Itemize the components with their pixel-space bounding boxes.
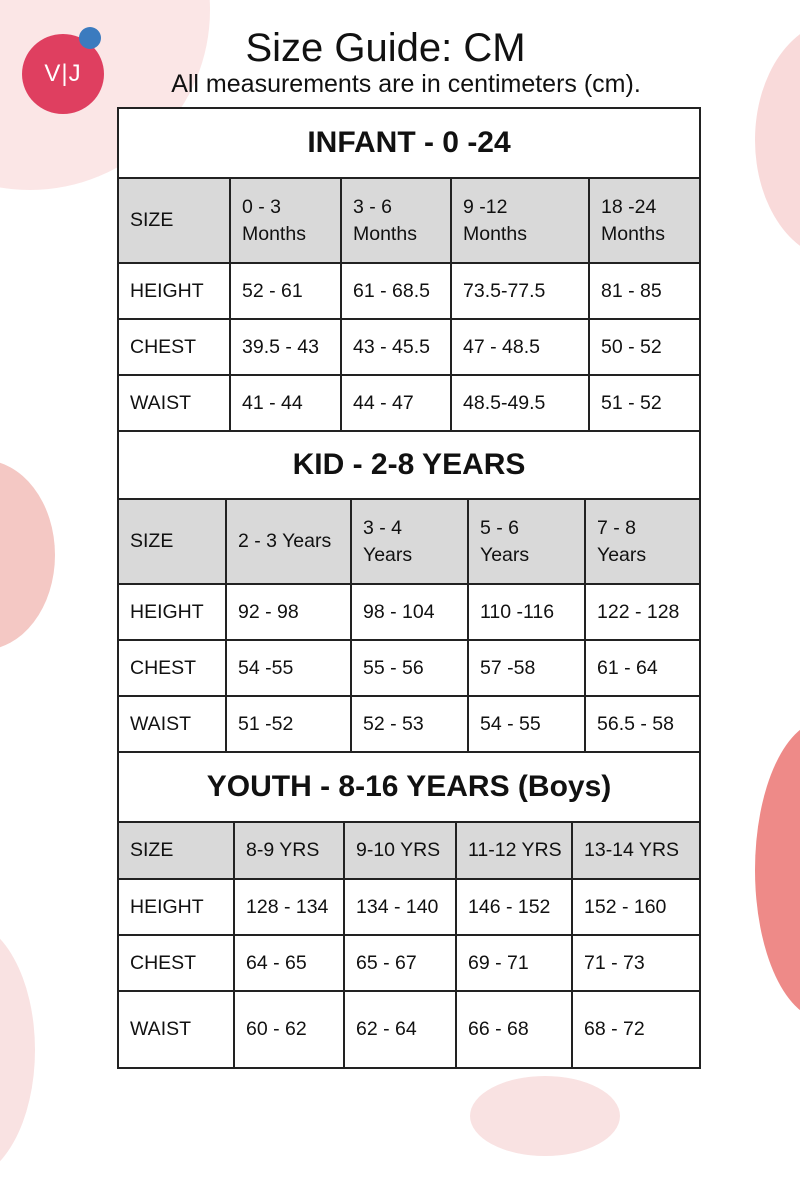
table-row	[119, 319, 699, 375]
header-cell: SIZE	[119, 179, 230, 263]
table-cell: 92 - 98	[226, 584, 351, 640]
table-row	[119, 696, 699, 752]
table-row	[119, 375, 699, 431]
header-cell: 3 - 6 Months	[341, 179, 451, 263]
table-cell: 68 - 72	[584, 1018, 645, 1040]
table-cell: WAIST	[119, 696, 226, 752]
table-row	[119, 640, 699, 696]
header-cell: 13-14 YRS	[572, 823, 699, 879]
table-cell: HEIGHT	[119, 584, 226, 640]
table-cell: 50 - 52	[589, 319, 699, 375]
section-title-infant: INFANT - 0 -24	[119, 109, 699, 179]
table-cell: CHEST	[119, 640, 226, 696]
table-cell: 44 - 47	[341, 375, 451, 431]
table-cell: WAIST	[119, 375, 230, 431]
section-title-youth: YOUTH - 8-16 YEARS (Boys)	[119, 753, 699, 823]
table-cell: 61 - 68.5	[341, 263, 451, 319]
table-cell: 134 - 140	[344, 879, 456, 935]
table-cell: 51 - 52	[589, 375, 699, 431]
table-row	[119, 935, 699, 991]
header-cell: 9 -12 Months	[451, 179, 589, 263]
table-cell: WAIST	[119, 991, 234, 1067]
table-cell: 55 - 56	[351, 640, 468, 696]
page-title: Size Guide: CM	[245, 26, 526, 70]
table-cell: 56.5 - 58	[585, 696, 699, 752]
header-cell: SIZE	[119, 500, 226, 584]
table-cell: 73.5-77.5	[451, 263, 589, 319]
header-cell: 5 - 6 Years	[468, 500, 585, 584]
table-cell: CHEST	[119, 319, 230, 375]
table-cell: 69 - 71	[456, 935, 572, 991]
table-cell: HEIGHT	[119, 263, 230, 319]
table-cell: CHEST	[119, 935, 234, 991]
header-cell: 11-12 YRS	[456, 823, 572, 879]
table-cell: 65 - 67	[344, 935, 456, 991]
size-table-kid	[119, 500, 699, 753]
table-cell: 60 - 62	[234, 991, 344, 1067]
table-cell: 54 -55	[226, 640, 351, 696]
table-row	[119, 879, 699, 935]
size-table-youth	[119, 823, 699, 1067]
table-cell: 81 - 85	[589, 263, 699, 319]
header-cell: 7 - 8 Years	[585, 500, 699, 584]
decorative-blob	[470, 1076, 620, 1156]
header-cell: 0 - 3 Months	[230, 179, 341, 263]
header-cell: 3 - 4 Years	[351, 500, 468, 584]
table-cell: 122 - 128	[585, 584, 699, 640]
decorative-blob	[0, 460, 55, 650]
table-cell: 62 - 64	[344, 991, 456, 1067]
table-cell: 110 -116	[468, 584, 585, 640]
table-cell: HEIGHT	[119, 879, 234, 935]
table-cell: 47 - 48.5	[451, 319, 589, 375]
header-cell: 8-9 YRS	[234, 823, 344, 879]
size-table-infant	[119, 179, 699, 432]
table-header-row	[119, 179, 699, 263]
table-cell: 54 - 55	[468, 696, 585, 752]
header-cell: 9-10 YRS	[344, 823, 456, 879]
table-cell: 43 - 45.5	[341, 319, 451, 375]
table-cell: 66 - 68	[456, 991, 572, 1067]
section-title-kid: KID - 2-8 YEARS	[119, 432, 699, 500]
header-cell: SIZE	[119, 823, 234, 879]
table-cell: 48.5-49.5	[451, 375, 589, 431]
table-cell: 64 - 65	[234, 935, 344, 991]
table-cell: 61 - 64	[585, 640, 699, 696]
table-header-row	[119, 823, 699, 879]
table-cell: 41 - 44	[230, 375, 341, 431]
logo-dot	[79, 27, 101, 49]
size-guide	[117, 107, 701, 1069]
table-row	[119, 584, 699, 640]
decorative-blob	[0, 920, 35, 1180]
table-cell: 71 - 73	[572, 935, 699, 991]
header-cell: 18 -24 Months	[589, 179, 699, 263]
table-header-row	[119, 500, 699, 584]
table-cell: 57 -58	[468, 640, 585, 696]
logo-text: V|J	[44, 60, 82, 87]
table-row	[119, 263, 699, 319]
table-cell: 146 - 152	[456, 879, 572, 935]
table-cell: 152 - 160	[572, 879, 699, 935]
table-cell: 51 -52	[226, 696, 351, 752]
header-cell: 2 - 3 Years	[226, 500, 351, 584]
table-cell: 39.5 - 43	[230, 319, 341, 375]
table-row	[119, 991, 699, 1067]
table-cell: 98 - 104	[351, 584, 468, 640]
table-cell: 128 - 134	[234, 879, 344, 935]
decorative-blob	[755, 720, 800, 1020]
table-cell: 52 - 61	[230, 263, 341, 319]
page-subtitle: All measurements are in centimeters (cm).	[171, 70, 641, 98]
table-cell: 52 - 53	[351, 696, 468, 752]
